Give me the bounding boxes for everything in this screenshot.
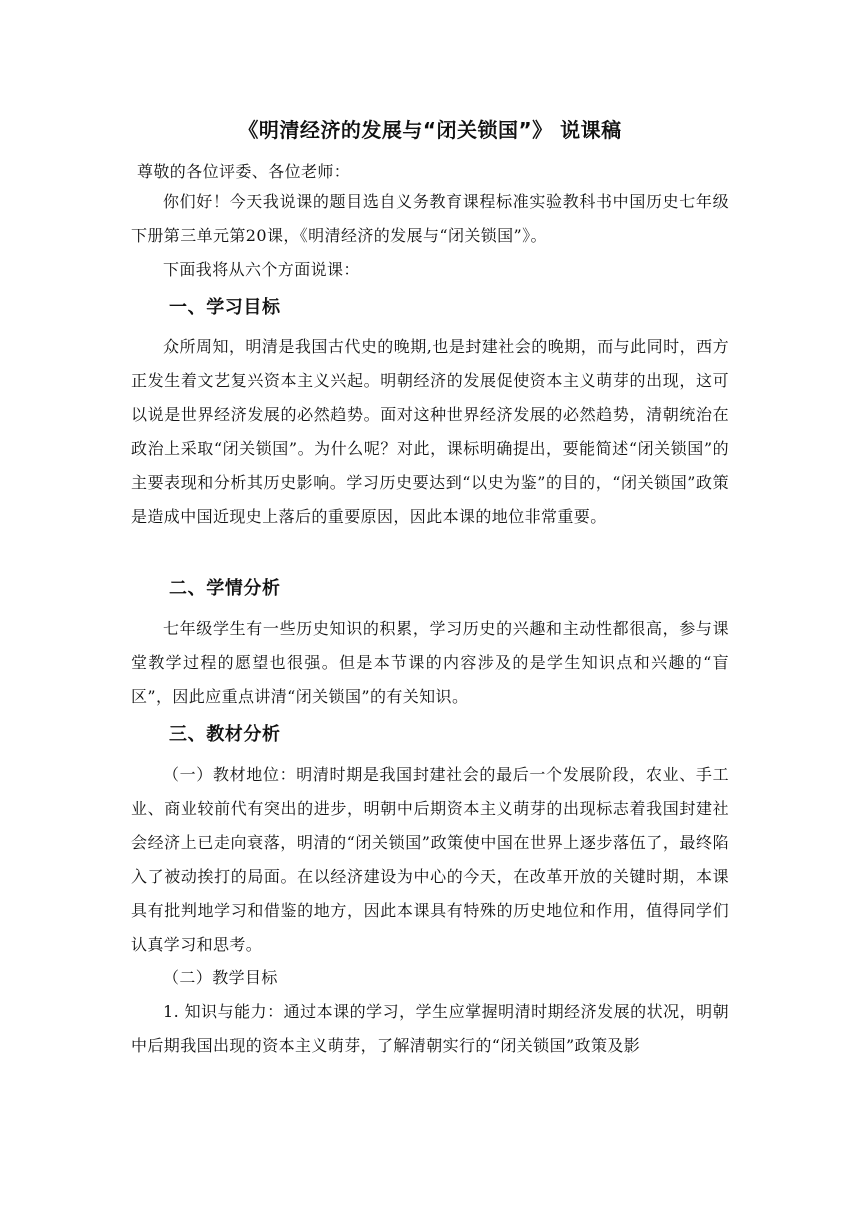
intro-paragraph: 你们好！今天我说课的题目选自义务教育课程标准实验教科书中国历史七年级下册第三单元第20课，《明清经济的发展与“闭关锁国”》。 xyxy=(131,192,729,245)
section-learning-goals-body: 众所周知，明清是我国古代史的晚期,也是封建社会的晚期，而与此同时，西方正发生着文艺复兴资本主义兴起。明朝经济的发展促使资本主义萌芽的出现，这可以说是世界经济发展的必然趋势。面对这种世界经济发展的必然趋势，清朝统治在政治上采取“闭关锁国”。为什么呢？对此，课标明确提出，要能简述“闭关锁国”的主要表现和分析其历史影响。学习历史要达到“以史为鉴”的目的，“闭关锁国”政策是造成中国近现史上落后的重要原因，因此本课的地位非常重要。 xyxy=(131,337,729,526)
document-title: 《明清经济的发展与“闭关锁国”》 说课稿 xyxy=(238,118,622,142)
section-student-analysis-body: 七年级学生有一些历史知识的积累，学习历史的兴趣和主动性都很高，参与课堂教学过程的愿望也很强。但是本节课的内容涉及的是学生知识点和兴趣的“盲区”，因此应重点讲清“闭关锁国”的有关知识。 xyxy=(131,619,729,706)
salutation: 尊敬的各位评委、各位老师： xyxy=(137,162,351,181)
teaching-goals-heading: （二）教学目标 xyxy=(163,968,278,987)
section-heading-student-analysis: 二、学情分析 xyxy=(169,578,281,599)
intro-outline-paragraph: 下面我将从六个方面说课： xyxy=(163,260,360,279)
section-heading-textbook-analysis: 三、教材分析 xyxy=(169,724,281,745)
section-heading-learning-goals: 一、学习目标 xyxy=(169,297,281,318)
textbook-position-paragraph: （一）教材地位：明清时期是我国封建社会的最后一个发展阶段，农业、手工业、商业较前代有突出的进步，明朝中后期资本主义萌芽的出现标志着我国封建社会经济上已走向衰落，明清的“闭关锁国”政策使中国在世界上逐步落伍了，最终陷入了被动挨打的局面。在以经济建设为中心的今天，在改革开放的关键时期，本课具有批判地学习和借鉴的地方，因此本课具有特殊的历史地位和作用，值得同学们认真学习和思考。 xyxy=(131,765,729,954)
knowledge-ability-paragraph: 1. 知识与能力：通过本课的学习，学生应掌握明清时期经济发展的状况，明朝中后期我国出现的资本主义萌芽，了解清朝实行的“闭关锁国”政策及影 xyxy=(131,1002,729,1055)
